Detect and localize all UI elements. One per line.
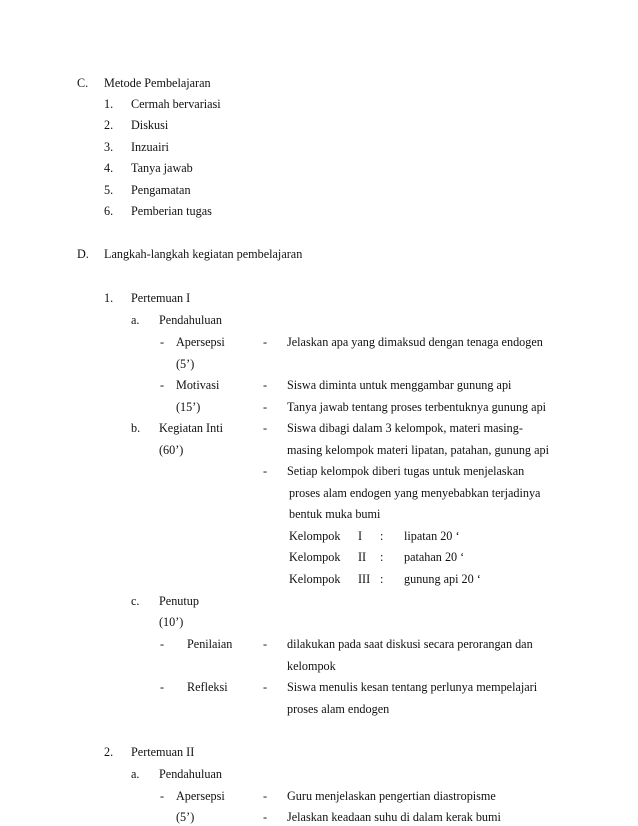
desc-text: Jelaskan apa yang dimaksud dengan tenaga endogen	[287, 335, 543, 349]
group-colon: :	[380, 529, 384, 543]
method-number: 3.	[104, 140, 114, 154]
desc-text: dilakukan pada saat diskusi secara perorangan dan	[287, 637, 533, 651]
step-title: Kegiatan Inti	[159, 421, 223, 435]
step-letter: c.	[131, 594, 140, 608]
method-number: 1.	[104, 97, 114, 111]
sub-activity: Apersepsi	[176, 335, 225, 349]
method-number: 2.	[104, 118, 114, 132]
group-colon: :	[380, 550, 384, 564]
group-topic: gunung api 20 ‘	[404, 572, 481, 586]
desc-text: kelompok	[287, 659, 336, 673]
desc-dash: -	[263, 810, 268, 824]
step-title: Pendahuluan	[159, 767, 222, 781]
sub-dash: -	[160, 789, 165, 803]
method-number: 6.	[104, 204, 114, 218]
sub-dash: -	[160, 637, 165, 651]
sub-dash: -	[160, 335, 165, 349]
desc-text: bentuk muka bumi	[289, 507, 381, 521]
desc-dash: -	[263, 378, 268, 392]
sub-dash: -	[160, 378, 165, 392]
group-roman: II	[358, 550, 367, 564]
group-label: Kelompok	[289, 529, 341, 543]
desc-text: proses alam endogen yang menyebabkan terjadinya	[289, 486, 541, 500]
desc-text: Siswa dibagi dalam 3 kelompok, materi masing-	[287, 421, 523, 435]
section-c-title: Metode Pembelajaran	[104, 76, 211, 90]
step-letter: a.	[131, 313, 140, 327]
desc-dash: -	[263, 789, 268, 803]
step-title: Pendahuluan	[159, 313, 222, 327]
meeting-number: 2.	[104, 745, 114, 759]
desc-dash: -	[263, 637, 268, 651]
group-roman: III	[358, 572, 371, 586]
method-item: Tanya jawab	[131, 161, 193, 175]
group-roman: I	[358, 529, 363, 543]
desc-text: Siswa menulis kesan tentang perlunya mempelajari	[287, 680, 538, 694]
desc-text: Guru menjelaskan pengertian diastropisme	[287, 789, 496, 803]
meeting-title: Pertemuan I	[131, 291, 191, 305]
step-time: (10’)	[159, 615, 184, 629]
desc-dash: -	[263, 335, 268, 349]
step-time: (60’)	[159, 443, 184, 457]
sub-activity: Motivasi	[176, 378, 220, 392]
method-item: Pemberian tugas	[131, 204, 212, 218]
sub-activity-time: (5’)	[176, 810, 195, 824]
sub-activity-time: (15’)	[176, 400, 201, 414]
desc-dash: -	[263, 400, 268, 414]
step-title: Penutup	[159, 594, 199, 608]
section-d-letter: D.	[77, 247, 89, 261]
desc-text: Setiap kelompok diberi tugas untuk menjelaskan	[287, 464, 525, 478]
method-item: Cermah bervariasi	[131, 97, 221, 111]
step-letter: b.	[131, 421, 141, 435]
desc-text: proses alam endogen	[287, 702, 390, 716]
method-item: Diskusi	[131, 118, 169, 132]
group-label: Kelompok	[289, 550, 341, 564]
desc-text: Tanya jawab tentang proses terbentuknya gunung api	[287, 400, 547, 414]
section-c-letter: C.	[77, 76, 89, 90]
meeting-title: Pertemuan II	[131, 745, 195, 759]
desc-dash: -	[263, 464, 268, 478]
desc-text: Jelaskan keadaan suhu di dalam kerak bumi	[287, 810, 501, 824]
method-number: 5.	[104, 183, 114, 197]
group-label: Kelompok	[289, 572, 341, 586]
method-number: 4.	[104, 161, 114, 175]
method-item: Pengamatan	[131, 183, 191, 197]
group-colon: :	[380, 572, 384, 586]
sub-activity: Apersepsi	[176, 789, 225, 803]
sub-activity: Refleksi	[187, 680, 228, 694]
sub-dash: -	[160, 680, 165, 694]
method-item: Inzuairi	[131, 140, 169, 154]
desc-text: masing kelompok materi lipatan, patahan, gunung api	[287, 443, 549, 457]
sub-activity-time: (5’)	[176, 357, 195, 371]
step-letter: a.	[131, 767, 140, 781]
section-d-title: Langkah-langkah kegiatan pembelajaran	[104, 247, 303, 261]
desc-dash: -	[263, 421, 268, 435]
sub-activity: Penilaian	[187, 637, 233, 651]
group-topic: patahan 20 ‘	[404, 550, 465, 564]
meeting-number: 1.	[104, 291, 114, 305]
desc-text: Siswa diminta untuk menggambar gunung api	[287, 378, 512, 392]
desc-dash: -	[263, 680, 268, 694]
group-topic: lipatan 20 ‘	[404, 529, 460, 543]
